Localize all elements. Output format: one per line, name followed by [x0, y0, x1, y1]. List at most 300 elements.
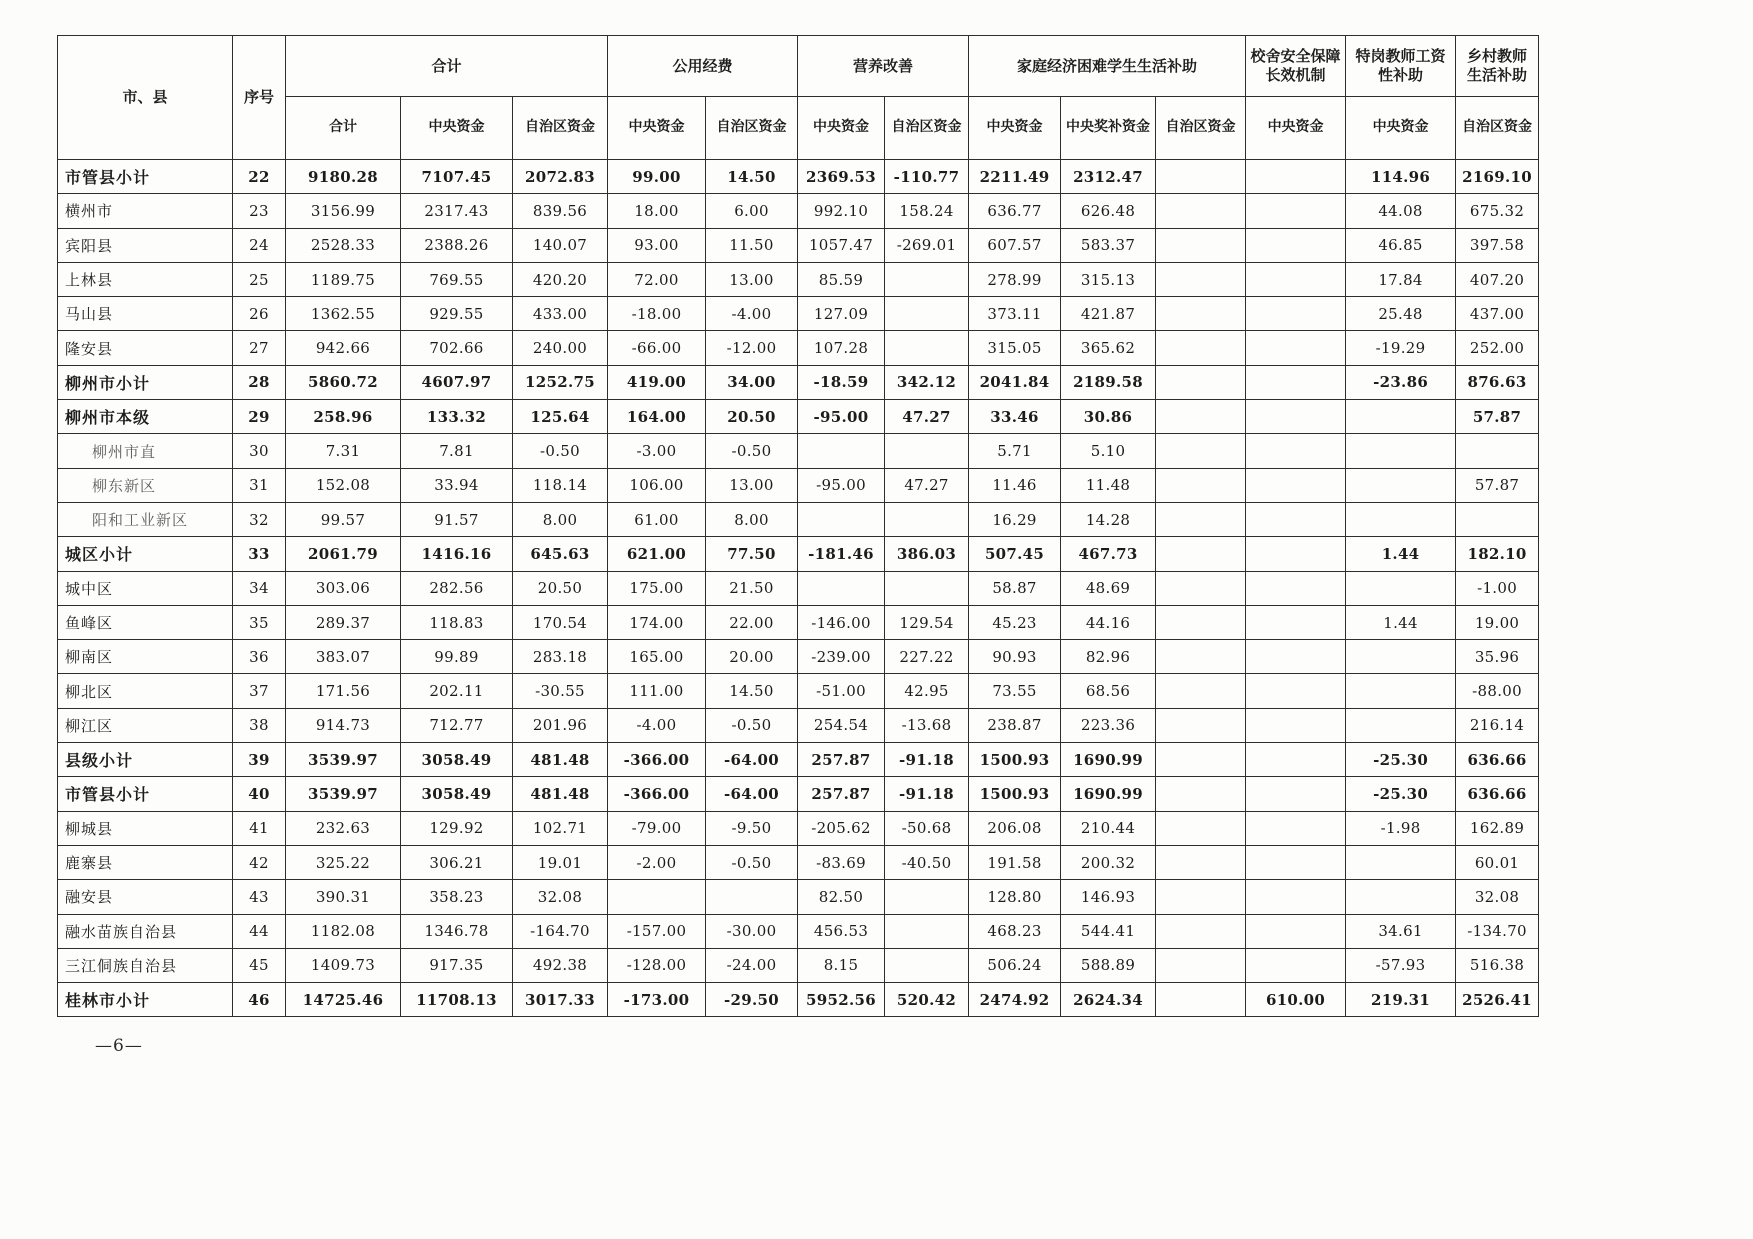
row-number-cell: 45	[233, 948, 286, 982]
header-subcolumn: 自治区资金	[706, 97, 798, 160]
table-row	[58, 434, 1539, 468]
value-cell: 19.01	[513, 845, 608, 879]
table-row	[58, 331, 1539, 365]
value-cell: 48.69	[1061, 571, 1156, 605]
value-cell	[1246, 537, 1346, 571]
value-cell: 8.00	[513, 502, 608, 536]
value-cell: 481.48	[513, 777, 608, 811]
value-cell	[885, 502, 969, 536]
value-cell: 99.89	[401, 640, 513, 674]
header-subcolumn: 中央资金	[608, 97, 706, 160]
value-cell: -0.50	[513, 434, 608, 468]
value-cell: 7.81	[401, 434, 513, 468]
value-cell: 419.00	[608, 365, 706, 399]
header-group: 公用经费	[608, 36, 798, 97]
region-cell: 融安县	[58, 880, 233, 914]
row-number-cell: 26	[233, 297, 286, 331]
value-cell: -164.70	[513, 914, 608, 948]
value-cell	[1246, 845, 1346, 879]
value-cell: 14.28	[1061, 502, 1156, 536]
value-cell: -64.00	[706, 777, 798, 811]
header-group: 合计	[286, 36, 608, 97]
row-number-cell: 31	[233, 468, 286, 502]
value-cell: 5860.72	[286, 365, 401, 399]
row-number-cell: 23	[233, 194, 286, 228]
value-cell	[1346, 880, 1456, 914]
value-cell: 607.57	[969, 228, 1061, 262]
value-cell: 102.71	[513, 811, 608, 845]
value-cell: 2388.26	[401, 228, 513, 262]
table-row	[58, 571, 1539, 605]
region-cell: 桂林市小计	[58, 983, 233, 1017]
value-cell: 6.00	[706, 194, 798, 228]
value-cell	[1246, 160, 1346, 194]
value-cell: 636.66	[1456, 743, 1539, 777]
table-row	[58, 983, 1539, 1017]
value-cell: 82.96	[1061, 640, 1156, 674]
value-cell: 171.56	[286, 674, 401, 708]
value-cell	[1156, 365, 1246, 399]
value-cell: 1.44	[1346, 605, 1456, 639]
value-cell: -0.50	[706, 845, 798, 879]
value-cell: 421.87	[1061, 297, 1156, 331]
value-cell	[1156, 160, 1246, 194]
value-cell: 2072.83	[513, 160, 608, 194]
region-cell: 柳州市本级	[58, 400, 233, 434]
value-cell: 876.63	[1456, 365, 1539, 399]
row-number-cell: 43	[233, 880, 286, 914]
value-cell: 158.24	[885, 194, 969, 228]
value-cell: 82.50	[798, 880, 885, 914]
value-cell: -50.68	[885, 811, 969, 845]
value-cell: 397.58	[1456, 228, 1539, 262]
value-cell: 675.32	[1456, 194, 1539, 228]
value-cell	[1346, 468, 1456, 502]
row-number-cell: 36	[233, 640, 286, 674]
value-cell: 3539.97	[286, 743, 401, 777]
value-cell: -51.00	[798, 674, 885, 708]
region-cell: 马山县	[58, 297, 233, 331]
table-row	[58, 640, 1539, 674]
value-cell: 917.35	[401, 948, 513, 982]
value-cell: 257.87	[798, 777, 885, 811]
value-cell	[1156, 914, 1246, 948]
value-cell: 13.00	[706, 468, 798, 502]
region-cell: 鱼峰区	[58, 605, 233, 639]
value-cell: 420.20	[513, 262, 608, 296]
value-cell: -40.50	[885, 845, 969, 879]
region-cell: 县级小计	[58, 743, 233, 777]
region-cell: 柳北区	[58, 674, 233, 708]
region-cell: 鹿寨县	[58, 845, 233, 879]
value-cell: 200.32	[1061, 845, 1156, 879]
value-cell: -29.50	[706, 983, 798, 1017]
value-cell: 35.96	[1456, 640, 1539, 674]
value-cell	[1246, 228, 1346, 262]
value-cell: 258.96	[286, 400, 401, 434]
value-cell: 702.66	[401, 331, 513, 365]
value-cell: 19.00	[1456, 605, 1539, 639]
value-cell	[1246, 262, 1346, 296]
value-cell	[1456, 434, 1539, 468]
value-cell: 2528.33	[286, 228, 401, 262]
value-cell	[1156, 297, 1246, 331]
value-cell	[1156, 845, 1246, 879]
header-subcolumn: 自治区资金	[1456, 97, 1539, 160]
value-cell	[1156, 743, 1246, 777]
value-cell	[1156, 811, 1246, 845]
table-row	[58, 914, 1539, 948]
value-cell: -128.00	[608, 948, 706, 982]
value-cell: 1.44	[1346, 537, 1456, 571]
value-cell: -269.01	[885, 228, 969, 262]
region-cell: 柳州市小计	[58, 365, 233, 399]
value-cell: 47.27	[885, 468, 969, 502]
value-cell: 13.00	[706, 262, 798, 296]
value-cell: 2041.84	[969, 365, 1061, 399]
value-cell: 42.95	[885, 674, 969, 708]
value-cell: 191.58	[969, 845, 1061, 879]
value-cell	[1246, 297, 1346, 331]
value-cell	[1246, 880, 1346, 914]
value-cell	[1346, 400, 1456, 434]
value-cell: 1346.78	[401, 914, 513, 948]
value-cell	[1346, 640, 1456, 674]
value-cell	[1346, 502, 1456, 536]
value-cell: 544.41	[1061, 914, 1156, 948]
value-cell	[1246, 400, 1346, 434]
value-cell: 32.08	[1456, 880, 1539, 914]
region-cell: 柳南区	[58, 640, 233, 674]
value-cell: 636.66	[1456, 777, 1539, 811]
value-cell: 118.83	[401, 605, 513, 639]
value-cell	[798, 502, 885, 536]
value-cell: 106.00	[608, 468, 706, 502]
value-cell: 303.06	[286, 571, 401, 605]
value-cell	[798, 434, 885, 468]
row-number-cell: 40	[233, 777, 286, 811]
value-cell: -30.55	[513, 674, 608, 708]
table-row	[58, 845, 1539, 879]
header-subcolumn: 中央奖补资金	[1061, 97, 1156, 160]
value-cell: 2624.34	[1061, 983, 1156, 1017]
region-cell: 市管县小计	[58, 160, 233, 194]
value-cell: -4.00	[706, 297, 798, 331]
value-cell: 626.48	[1061, 194, 1156, 228]
value-cell	[1346, 434, 1456, 468]
table-row	[58, 365, 1539, 399]
value-cell: 33.94	[401, 468, 513, 502]
header-subcolumn: 自治区资金	[513, 97, 608, 160]
value-cell: 4607.97	[401, 365, 513, 399]
value-cell	[1156, 674, 1246, 708]
value-cell: 77.50	[706, 537, 798, 571]
value-cell: 1189.75	[286, 262, 401, 296]
value-cell: -13.68	[885, 708, 969, 742]
value-cell	[1156, 502, 1246, 536]
value-cell	[798, 571, 885, 605]
value-cell: -0.50	[706, 434, 798, 468]
table-row	[58, 777, 1539, 811]
value-cell	[885, 948, 969, 982]
value-cell: -66.00	[608, 331, 706, 365]
value-cell	[1246, 468, 1346, 502]
value-cell: -91.18	[885, 743, 969, 777]
row-number-cell: 33	[233, 537, 286, 571]
value-cell: 2211.49	[969, 160, 1061, 194]
value-cell	[885, 880, 969, 914]
row-number-cell: 37	[233, 674, 286, 708]
row-number-cell: 42	[233, 845, 286, 879]
value-cell	[1156, 571, 1246, 605]
funding-table	[57, 35, 1539, 1017]
value-cell: 33.46	[969, 400, 1061, 434]
value-cell: 492.38	[513, 948, 608, 982]
value-cell	[1246, 811, 1346, 845]
value-cell: 437.00	[1456, 297, 1539, 331]
value-cell	[1156, 262, 1246, 296]
row-number-cell: 34	[233, 571, 286, 605]
value-cell: 769.55	[401, 262, 513, 296]
value-cell: 520.42	[885, 983, 969, 1017]
row-number-cell: 44	[233, 914, 286, 948]
value-cell: 170.54	[513, 605, 608, 639]
header-subcolumn: 中央资金	[1246, 97, 1346, 160]
value-cell: 9180.28	[286, 160, 401, 194]
value-cell: 2369.53	[798, 160, 885, 194]
value-cell	[1246, 502, 1346, 536]
value-cell	[1156, 640, 1246, 674]
table-row	[58, 605, 1539, 639]
value-cell: 3539.97	[286, 777, 401, 811]
value-cell: 3058.49	[401, 777, 513, 811]
value-cell: 929.55	[401, 297, 513, 331]
value-cell: -1.00	[1456, 571, 1539, 605]
value-cell	[1156, 880, 1246, 914]
value-cell: -0.50	[706, 708, 798, 742]
value-cell: -205.62	[798, 811, 885, 845]
value-cell: 227.22	[885, 640, 969, 674]
value-cell: 18.00	[608, 194, 706, 228]
value-cell: 58.87	[969, 571, 1061, 605]
value-cell: 1252.75	[513, 365, 608, 399]
region-cell: 柳东新区	[58, 468, 233, 502]
value-cell: -366.00	[608, 743, 706, 777]
value-cell	[1246, 194, 1346, 228]
value-cell: 636.77	[969, 194, 1061, 228]
value-cell: 1182.08	[286, 914, 401, 948]
header-no: 序号	[233, 36, 286, 160]
value-cell: 34.61	[1346, 914, 1456, 948]
value-cell: 175.00	[608, 571, 706, 605]
value-cell: 57.87	[1456, 468, 1539, 502]
value-cell: 992.10	[798, 194, 885, 228]
header-subcolumn: 自治区资金	[1156, 97, 1246, 160]
value-cell: 1409.73	[286, 948, 401, 982]
value-cell	[885, 914, 969, 948]
value-cell	[1246, 331, 1346, 365]
value-cell	[1246, 743, 1346, 777]
value-cell: 16.29	[969, 502, 1061, 536]
value-cell: 140.07	[513, 228, 608, 262]
value-cell	[1456, 502, 1539, 536]
value-cell: 610.00	[1246, 983, 1346, 1017]
value-cell: 407.20	[1456, 262, 1539, 296]
row-number-cell: 38	[233, 708, 286, 742]
value-cell: 46.85	[1346, 228, 1456, 262]
value-cell	[1246, 708, 1346, 742]
value-cell: 306.21	[401, 845, 513, 879]
value-cell	[885, 571, 969, 605]
value-cell: 1416.16	[401, 537, 513, 571]
value-cell: 839.56	[513, 194, 608, 228]
value-cell: 588.89	[1061, 948, 1156, 982]
region-cell: 城区小计	[58, 537, 233, 571]
value-cell: 25.48	[1346, 297, 1456, 331]
region-cell: 柳州市直	[58, 434, 233, 468]
value-cell: 223.36	[1061, 708, 1156, 742]
table-row	[58, 537, 1539, 571]
value-cell: -18.59	[798, 365, 885, 399]
value-cell: -83.69	[798, 845, 885, 879]
value-cell: 232.63	[286, 811, 401, 845]
value-cell: 128.80	[969, 880, 1061, 914]
value-cell: 5.10	[1061, 434, 1156, 468]
header-group: 校舍安全保障长效机制	[1246, 36, 1346, 97]
value-cell: -366.00	[608, 777, 706, 811]
row-number-cell: 46	[233, 983, 286, 1017]
value-cell: 481.48	[513, 743, 608, 777]
value-cell: 14.50	[706, 160, 798, 194]
value-cell: 60.01	[1456, 845, 1539, 879]
value-cell: 45.23	[969, 605, 1061, 639]
header-group: 乡村教师生活补助	[1456, 36, 1539, 97]
value-cell: 216.14	[1456, 708, 1539, 742]
header-subcolumn: 合计	[286, 97, 401, 160]
header-subcolumn: 中央资金	[401, 97, 513, 160]
value-cell	[1246, 948, 1346, 982]
row-number-cell: 28	[233, 365, 286, 399]
value-cell: 61.00	[608, 502, 706, 536]
value-cell: -9.50	[706, 811, 798, 845]
value-cell: 17.84	[1346, 262, 1456, 296]
value-cell: -239.00	[798, 640, 885, 674]
table-row	[58, 228, 1539, 262]
value-cell	[1246, 674, 1346, 708]
region-cell: 上林县	[58, 262, 233, 296]
value-cell: 2189.58	[1061, 365, 1156, 399]
value-cell: 202.11	[401, 674, 513, 708]
value-cell: -79.00	[608, 811, 706, 845]
value-cell: -25.30	[1346, 743, 1456, 777]
value-cell: 129.54	[885, 605, 969, 639]
value-cell	[1346, 845, 1456, 879]
value-cell: -157.00	[608, 914, 706, 948]
table-body	[58, 160, 1539, 1017]
table-row	[58, 502, 1539, 536]
header-subcolumn: 中央资金	[1346, 97, 1456, 160]
row-number-cell: 29	[233, 400, 286, 434]
value-cell	[1156, 468, 1246, 502]
value-cell: -64.00	[706, 743, 798, 777]
value-cell: 283.18	[513, 640, 608, 674]
table-row	[58, 880, 1539, 914]
value-cell: 373.11	[969, 297, 1061, 331]
value-cell: 257.87	[798, 743, 885, 777]
value-cell: 11708.13	[401, 983, 513, 1017]
value-cell: 8.00	[706, 502, 798, 536]
value-cell: 164.00	[608, 400, 706, 434]
value-cell: -24.00	[706, 948, 798, 982]
value-cell: 7107.45	[401, 160, 513, 194]
value-cell: 2061.79	[286, 537, 401, 571]
value-cell: 506.24	[969, 948, 1061, 982]
row-number-cell: 25	[233, 262, 286, 296]
value-cell: 14.50	[706, 674, 798, 708]
value-cell	[1246, 605, 1346, 639]
value-cell: 342.12	[885, 365, 969, 399]
value-cell: 2317.43	[401, 194, 513, 228]
value-cell: -23.86	[1346, 365, 1456, 399]
region-cell: 宾阳县	[58, 228, 233, 262]
value-cell: 5.71	[969, 434, 1061, 468]
value-cell	[1156, 948, 1246, 982]
region-cell: 融水苗族自治县	[58, 914, 233, 948]
value-cell: 315.05	[969, 331, 1061, 365]
value-cell	[885, 297, 969, 331]
value-cell: 282.56	[401, 571, 513, 605]
value-cell: 1690.99	[1061, 743, 1156, 777]
value-cell: 68.56	[1061, 674, 1156, 708]
header-subcolumn: 中央资金	[798, 97, 885, 160]
value-cell: 162.89	[1456, 811, 1539, 845]
value-cell: 206.08	[969, 811, 1061, 845]
value-cell: -134.70	[1456, 914, 1539, 948]
value-cell: 386.03	[885, 537, 969, 571]
value-cell	[1246, 777, 1346, 811]
value-cell: 111.00	[608, 674, 706, 708]
value-cell	[1156, 228, 1246, 262]
value-cell: 1057.47	[798, 228, 885, 262]
value-cell: 129.92	[401, 811, 513, 845]
header-group: 营养改善	[798, 36, 969, 97]
region-cell: 横州市	[58, 194, 233, 228]
value-cell: 99.57	[286, 502, 401, 536]
header-region: 市、县	[58, 36, 233, 160]
value-cell: -18.00	[608, 297, 706, 331]
value-cell: 21.50	[706, 571, 798, 605]
value-cell: 93.00	[608, 228, 706, 262]
region-cell: 柳城县	[58, 811, 233, 845]
value-cell: -12.00	[706, 331, 798, 365]
value-cell: 358.23	[401, 880, 513, 914]
value-cell: 146.93	[1061, 880, 1156, 914]
region-cell: 柳江区	[58, 708, 233, 742]
row-number-cell: 32	[233, 502, 286, 536]
row-number-cell: 41	[233, 811, 286, 845]
value-cell	[1246, 914, 1346, 948]
table-header	[58, 36, 1539, 160]
row-number-cell: 24	[233, 228, 286, 262]
table-row	[58, 811, 1539, 845]
value-cell: 114.96	[1346, 160, 1456, 194]
value-cell	[1346, 674, 1456, 708]
table-row	[58, 468, 1539, 502]
value-cell	[1156, 400, 1246, 434]
row-number-cell: 27	[233, 331, 286, 365]
value-cell	[1156, 331, 1246, 365]
value-cell: -91.18	[885, 777, 969, 811]
